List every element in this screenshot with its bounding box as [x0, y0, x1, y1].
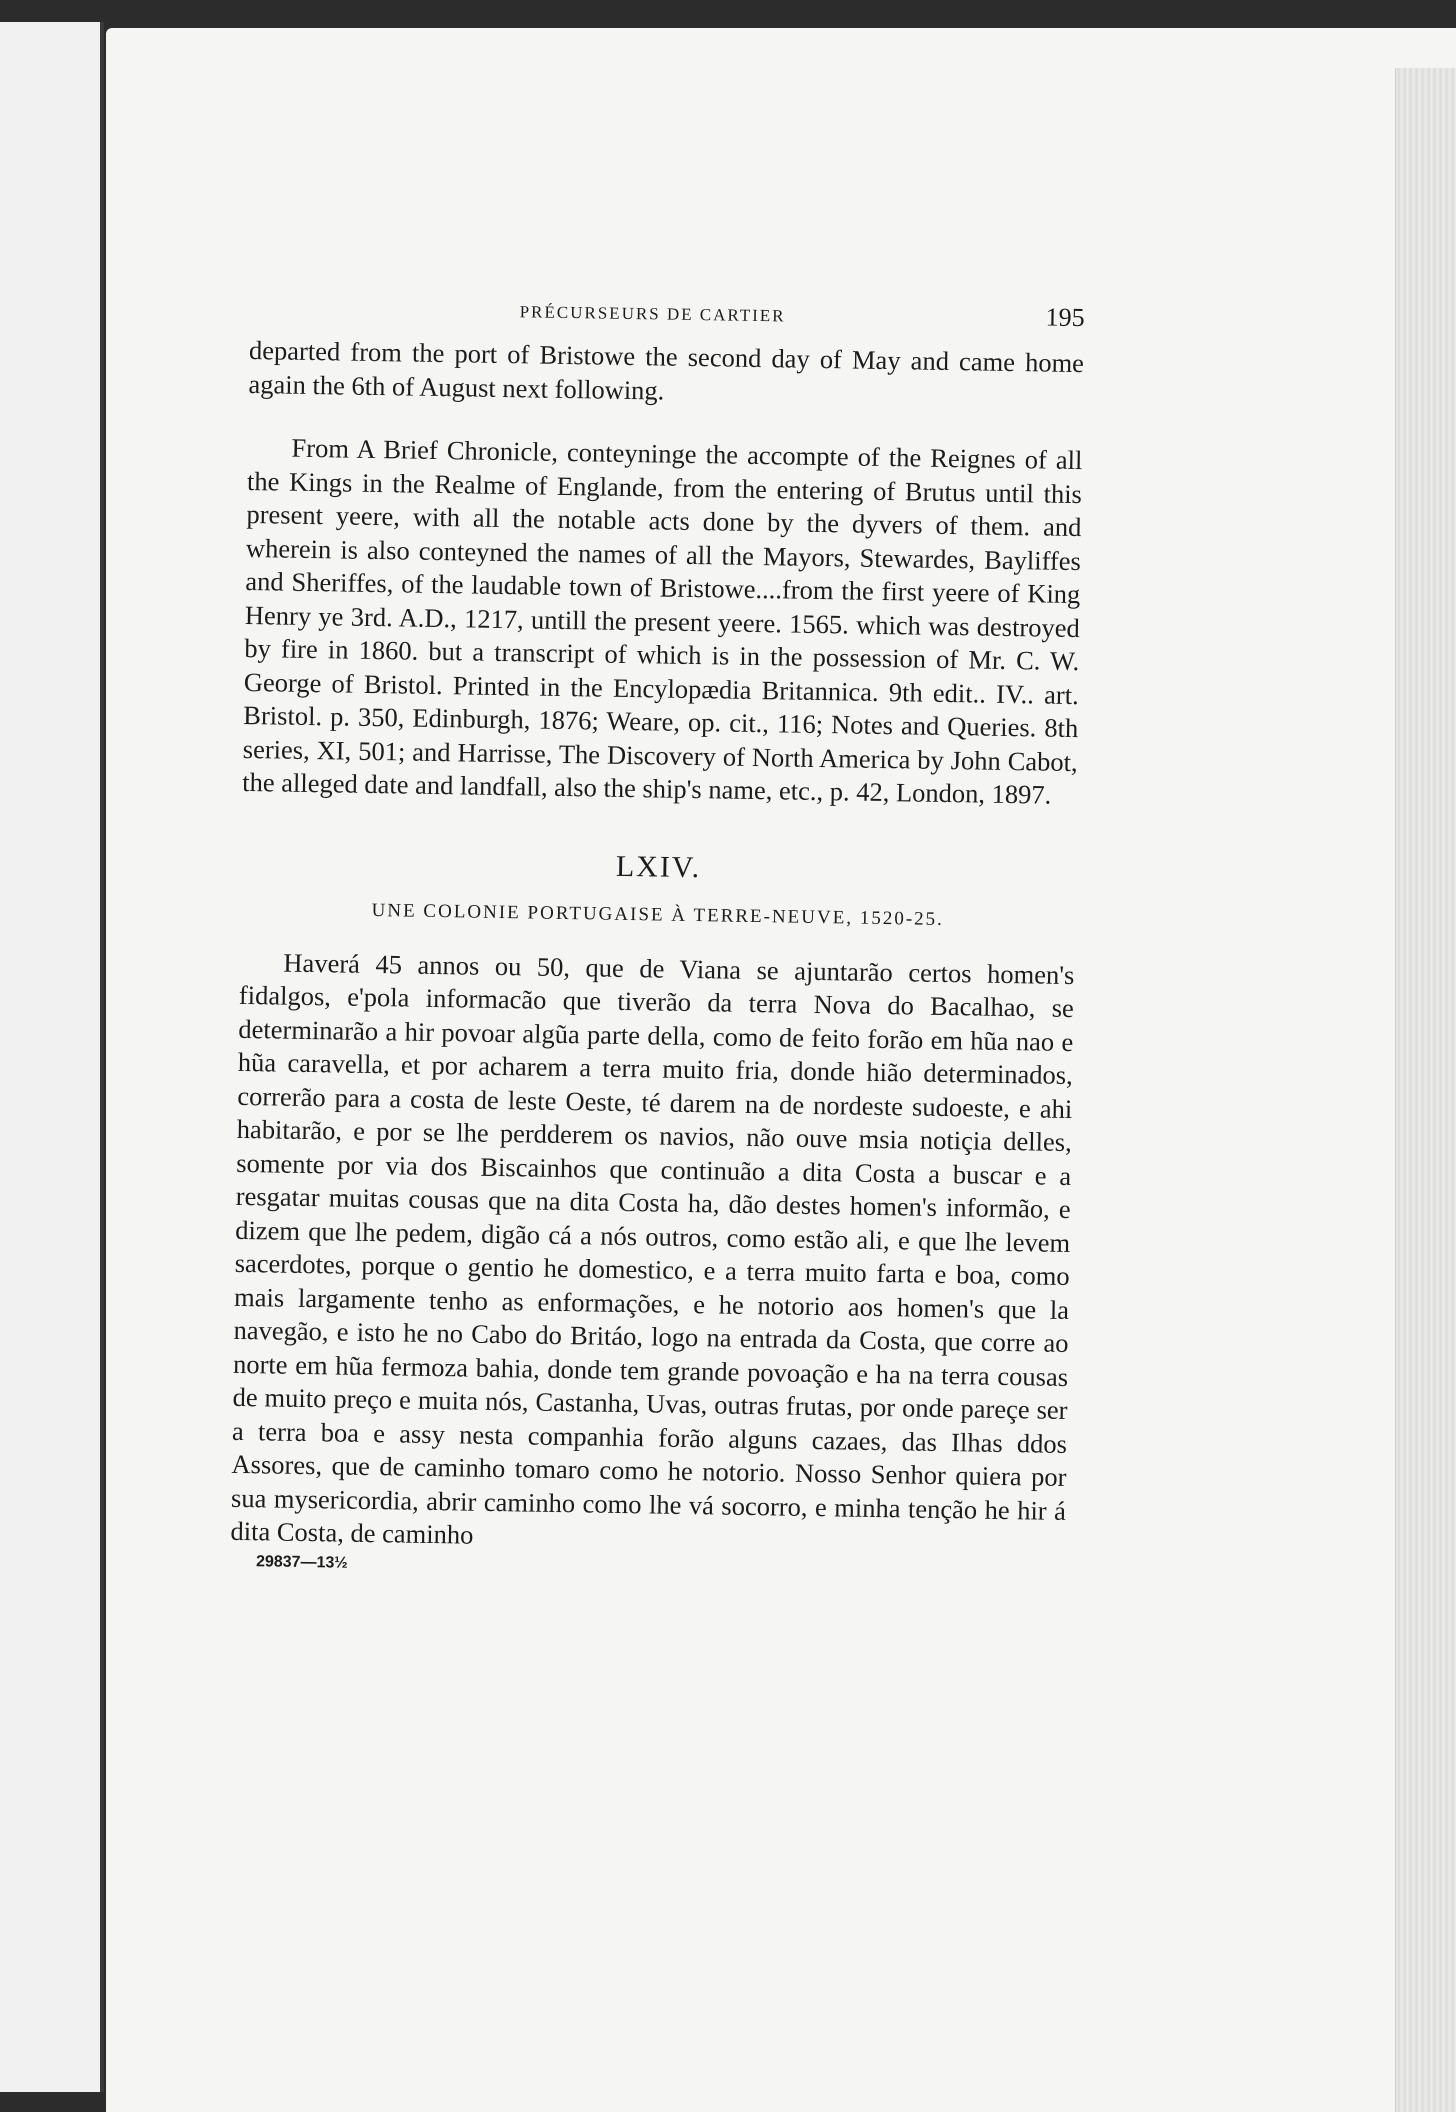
paragraph-chronicle-reference: From A Brief Chronicle, conteyninge the accompte of the Reignes of all the Kings in the Realme of Englande, from the entering of Brutus until this present yeere, with all the notable acts done by the dyvers of them. and wherein is also conteyned the names of all the Mayors, Stewardes, Bayliffes and Sheriffes, of the laudable town of Bristowe....from the first yeere of King Henry ye 3rd. A.D., 1217, untill the present yeere. 1565. which was destroyed by fire in 1860. but a transcript of which is in the possession of Mr. C. W. George of Bristol. Printed in the Encylopædia Britannica. 9th edit.. IV.. art. Bristol. p. 350, Edinburgh, 1876; Weare, op. cit., 116; Notes and Queries. 8th series, XI, 501; and Harrisse, The Discovery of North America by John Cabot, the alleged date and landfall, also the ship's name, etc., p. 42, London, 1897. [242, 432, 1083, 810]
section-number: LXIV. [615, 849, 702, 884]
paragraph-continuation: departed from the port of Bristowe the second day of May and came home again the 6th of August next following. [248, 334, 1085, 406]
running-title: PRÉCURSEURS DE CARTIER [519, 302, 786, 326]
page-content [230, 290, 1085, 1583]
printer-signature-mark: 29837—13½ [255, 1552, 348, 1572]
page-edge-stack [1395, 68, 1456, 2112]
section-body-text: Haverá 45 annos ou 50, que de Viana se ajuntarão certos homen's fidalgos, e'pola informacão que tiverão da terra Nova do Bacalhao, se determinarão a hir povoar algũa parte della, como de feito forão em hũa nao e hũa caravella, et por acharem a terra muito fria, donde hião determinados, correrão para a costa de leste Oeste, té darem na de nordeste sudoeste, e ahi habitarão, e por se lhe perdderem os navios, não ouve msia notiçia delles, somente por via dos Biscainhos que continuão a dita Costa a buscar e a resgatar muitas cousas que na dita Costa ha, dão destes homen's informão, e dizem que lhe pedem, digão cá a nós outros, como estão ali, e que lhe levem sacerdotes, porque o gentio he domestico, e a terra muito farta e boa, como mais largamente tenho as enformações, e he notorio aos homen's que la navegão, e isto he no Cabo do Britáo, logo na entrada da Costa, que corre ao norte em hũa fermoza bahia, donde tem grande povoação e ha na terra cousas de muito preço e muita nós, Castanha, Uvas, outras frutas, por onde pareçe ser a terra boa e assy nesta companhia forão alguns cazaes, das Ilhas ddos Assores, que de caminho tomaro como he notorio. Nosso Senhor quiera por sua mysericordia, abrir caminho como lhe vá socorro, e minha tenção he hir á dita Costa, de caminho [230, 947, 1075, 1550]
page-number: 195 [1045, 302, 1085, 333]
section-title: UNE COLONIE PORTUGAISE À TERRE-NEUVE, 1520-25. [371, 899, 945, 930]
left-page-edge [0, 22, 104, 2092]
